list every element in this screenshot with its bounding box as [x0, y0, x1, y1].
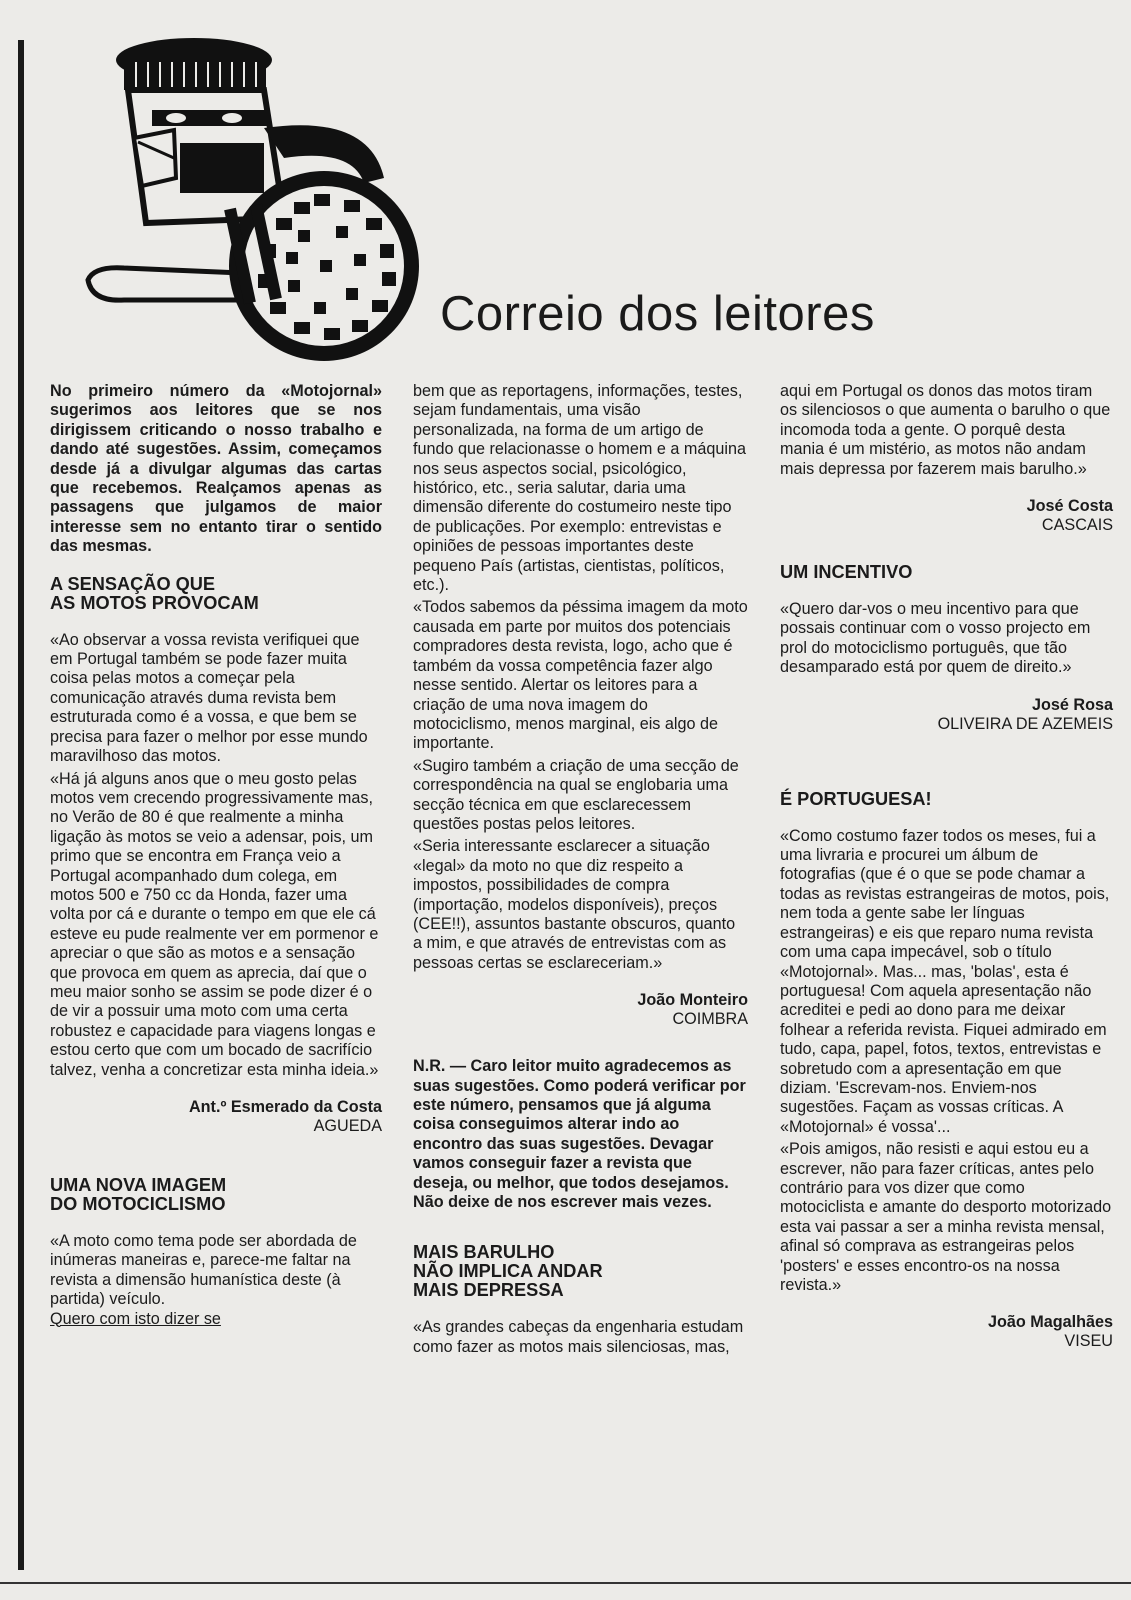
- bottom-rule: [0, 1582, 1131, 1584]
- letter3-paragraph-1a: «As grandes cabeças da engenharia estudam como fazer as motos mais silenciosas, mas,: [413, 1318, 744, 1356]
- letter1-city: AGUEDA: [313, 1117, 382, 1135]
- letter1-signature: [50, 1098, 382, 1136]
- letter5-paragraph-1: «Como costumo fazer todos os meses, fui a uma livraria e procurei um álbum de fotografias (que é o que se pode chamar a todas as revistas estrangeiras de motos, pois, nem toda a gente sabe ler línguas estrangeiras) e eis que reparo numa revista com uma capa impecável, sob o título «Motojornal». Mas... mas, 'bolas', esta é portuguesa! Com aquela apresentação não acreditei e pedi ao dono para me deixar folhear a referida revista. Fiquei admirado em tudo, capa, papel, fotos, textos, entrevistas e sobretudo com a apresentação em que diziam. 'Escrevam-nos. Enviem-nos sugestões. Façam as vossas críticas. A «Motojornal» é vossa'...: [780, 826, 1110, 1136]
- letter3-paragraph-1b: aqui em Portugal os donos das motos tiram os silenciosos o que aumenta o barulho o que incomoda toda a gente. O porquê desta mania é um mistério, as motos não andam mais depressa por fazerem mais barulho.»: [780, 382, 1111, 478]
- column-2: [413, 382, 748, 1360]
- editor-reply: N.R. — Caro leitor muito agradecemos as suas sugestões. Como poderá verificar por este número, pensamos que já alguma coisa conseguimos alterar indo ao encontro das suas sugestões. Devagar vamos conseguir fazer a revista que deseja, ou melhor, que todos desejamos. Não deixe de nos escrever mais vezes.: [413, 1057, 746, 1212]
- letter2-paragraph-2: «Todos sabemos da péssima imagem da moto causada em parte por muitos dos potenciais compradores desta revista, logo, acho que é também da vossa competência fazer algo nesse sentido. Alertar os leitores para a criação de uma nova imagem do motociclismo, menos marginal, eis algo de importante.: [413, 598, 748, 753]
- letter2-city: COIMBRA: [672, 1010, 748, 1029]
- letter5-paragraph-2: «Pois amigos, não resisti e aqui estou eu a escrever, não para fazer críticas, antes pelo contrário para vos dizer que como motociclista e amante do desporto motorizado esta vai passar a ser a minha revista mensal, afinal só comprava as estrangeiras pelos 'posters' e esses encontro-os na nossa revista.»: [780, 1140, 1112, 1294]
- letter2-heading: UMA NOVA IMAGEM DO MOTOCICLISMO: [50, 1175, 227, 1214]
- letter3-city: CASCAIS: [1041, 516, 1113, 535]
- column-1: [50, 382, 382, 1329]
- letter2-paragraph-1c: bem que as reportagens, informações, testes, sejam fundamentais, uma visão personalizada, na forma de um artigo de fundo que relacionasse o homem e a máquina nos seus aspectos social, psicológico, histórico, etc., seria salutar, daria uma dimensão diferente do costumeiro neste tipo de publicações. Por exemplo: entrevistas e opiniões de pessoas importantes deste pequeno País (artistas, cientistas, políticos, etc.).: [413, 382, 746, 595]
- letter1-author: Ant.º Esmerado da Costa: [188, 1098, 382, 1116]
- letter4-city: OLIVEIRA DE AZEMEIS: [937, 714, 1113, 733]
- letter3-heading: MAIS BARULHO NÃO IMPLICA ANDAR MAIS DEPRESSA: [413, 1242, 603, 1301]
- left-margin-rule: [18, 40, 24, 1570]
- letter2-paragraph-4: «Seria interessante esclarecer a situação «legal» da moto no que diz respeito a impostos, possibilidades de compra (importação, modelos disponíveis), preços (CEE!!), assuntos bastante obscuros, quanto a mim, e que através de entrevistas com as pessoas certas se esclareceriam.»: [413, 837, 736, 972]
- letter2-author: João Monteiro: [637, 991, 748, 1010]
- letter2-signature: [413, 991, 748, 1029]
- letter3-signature: [780, 497, 1113, 535]
- letter4-signature: [780, 696, 1113, 734]
- letter1-paragraph-2: «Há já alguns anos que o meu gosto pelas motos vem crecendo progressivamente mas, no Verão de 80 é que realmente a minha ligação às motos se veio a adensar, pois, um primo que se encontra em França veio a Portugal acompanhado dum colega, em motos 500 e 750 cc da Honda, fazer uma volta por cá e durante o tempo em que ele cá esteve eu pude realmente ver em pormenor e apreciar o que são as motos e a sensação que provoca em quem as aprecia, daí que o meu maior sonho se assim se pode dizer é o de vir a possuir uma moto com uma certa robustez e capacidade para viagens longas e estou certo que com um bocado de sacrifício talvez, venha a concretizar esta minha ideia.»: [50, 769, 379, 1079]
- column-3: [780, 382, 1113, 1351]
- letter5-heading: É PORTUGUESA!: [780, 788, 932, 809]
- letter1-heading: A SENSAÇÃO QUE AS MOTOS PROVOCAM: [50, 573, 259, 613]
- letter4-heading: UM INCENTIVO: [780, 562, 913, 583]
- page-title: Correio dos leitores: [440, 287, 875, 341]
- letter5-author: João Magalhães: [987, 1313, 1113, 1332]
- letter5-signature: [780, 1313, 1113, 1351]
- intro-paragraph: No primeiro número da «Motojornal» sugerimos aos leitores que se nos dirigissem criticando o nosso trabalho e dando até sugestões. Assim, começamos desde já a divulgar algumas das cartas que recebemos. Realçamos apenas as passagens que julgamos de maior interesse sem no entanto tirar o sentido das mesmas.: [50, 382, 382, 556]
- letter2-paragraph-1b: Quero com isto dizer se: [50, 1309, 221, 1328]
- letter2-paragraph-3: «Sugiro também a criação de uma secção de correspondência na qual se englobaria uma secção técnica em que esclarecessem questões postas pelos leitores.: [413, 756, 739, 833]
- letter4-author: José Rosa: [1032, 695, 1113, 714]
- letter1-paragraph-1: «Ao observar a vossa revista verifiquei que em Portugal também se pode fazer muita coisa pelas motos a começar pela comunicação através duma revista bem estruturada como é a vossa, e que bem se precisa para fazer o melhor por esse mundo maravilhoso das motos.: [50, 630, 368, 766]
- mailbox-motorcycle-mascot-illustration: [84, 18, 424, 368]
- letter5-city: VISEU: [1064, 1332, 1113, 1351]
- letter3-author: José Costa: [1026, 497, 1113, 516]
- letter2-paragraph-1a: «A moto como tema pode ser abordada de inúmeras maneiras e, parece-me faltar na revista a dimensão humanística deste (à partida) veículo.: [50, 1232, 357, 1309]
- letter4-paragraph-1: «Quero dar-vos o meu incentivo para que possais continuar com o vosso projecto em prol do motociclismo português, que tão desamparado está por quem de direito.»: [780, 600, 1091, 677]
